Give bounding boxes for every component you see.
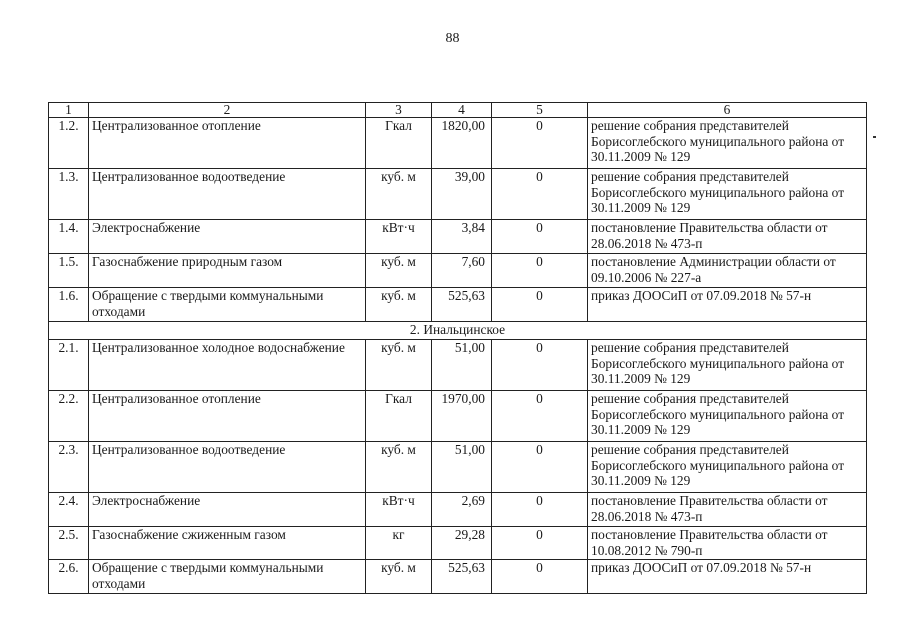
norm-value: 39,00 [432,169,492,220]
unit-of-measure: Гкал [366,391,432,442]
table-row [49,527,867,560]
row-number: 1.2. [49,118,89,169]
row-number: 2.5. [49,527,89,560]
service-name: Газоснабжение сжиженным газом [89,527,366,560]
service-name: Централизованное холодное водоснабжение [89,340,366,391]
unit-of-measure: куб. м [366,254,432,288]
row-number: 1.3. [49,169,89,220]
legal-basis: приказ ДООСиП от 07.09.2018 № 57-н [588,560,867,594]
scan-mark [873,136,876,138]
table-row [49,391,867,442]
section-title: 2. Инальцинское [49,322,867,340]
table-row [49,442,867,493]
legal-basis: постановление Правительства области от 28.06.2018 № 473-п [588,220,867,254]
column-5-value: 0 [492,169,588,220]
norm-value: 7,60 [432,254,492,288]
service-name: Централизованное отопление [89,118,366,169]
unit-of-measure: куб. м [366,340,432,391]
norm-value: 525,63 [432,560,492,594]
row-number: 2.1. [49,340,89,391]
service-name: Обращение с твердыми коммунальными отходами [89,560,366,594]
unit-of-measure: Гкал [366,118,432,169]
service-name: Централизованное водоотведение [89,169,366,220]
norm-value: 29,28 [432,527,492,560]
legal-basis: постановление Правительства области от 28.06.2018 № 473-п [588,493,867,527]
header-cell: 3 [366,103,432,118]
column-5-value: 0 [492,391,588,442]
page-number: 88 [445,31,460,46]
legal-basis: постановление Правительства области от 10.08.2012 № 790-п [588,527,867,560]
row-number: 1.6. [49,288,89,322]
legal-basis: решение собрания представителей Борисоглебского муниципального района от 30.11.2009 № 129 [588,169,867,220]
service-name: Обращение с твердыми коммунальными отходами [89,288,366,322]
row-number: 2.3. [49,442,89,493]
column-5-value: 0 [492,340,588,391]
legal-basis: постановление Администрации области от 09.10.2006 № 227-а [588,254,867,288]
header-cell: 2 [89,103,366,118]
row-number: 1.4. [49,220,89,254]
table-row [49,118,867,169]
header-cell: 1 [49,103,89,118]
table-row [49,288,867,322]
service-name: Централизованное водоотведение [89,442,366,493]
header-cell: 4 [432,103,492,118]
norm-value: 1970,00 [432,391,492,442]
unit-of-measure: куб. м [366,442,432,493]
norm-value: 3,84 [432,220,492,254]
unit-of-measure: кВт·ч [366,493,432,527]
column-5-value: 0 [492,288,588,322]
norm-value: 51,00 [432,340,492,391]
table-body [49,103,867,594]
column-5-value: 0 [492,254,588,288]
column-5-value: 0 [492,442,588,493]
row-number: 2.4. [49,493,89,527]
legal-basis: решение собрания представителей Борисоглебского муниципального района от 30.11.2009 № 129 [588,118,867,169]
norm-value: 525,63 [432,288,492,322]
norm-value: 1820,00 [432,118,492,169]
unit-of-measure: кВт·ч [366,220,432,254]
service-name: Газоснабжение природным газом [89,254,366,288]
legal-basis: решение собрания представителей Борисоглебского муниципального района от 30.11.2009 № 129 [588,391,867,442]
row-number: 1.5. [49,254,89,288]
legal-basis: приказ ДООСиП от 07.09.2018 № 57-н [588,288,867,322]
table-header-row [49,103,867,118]
table-row [49,169,867,220]
table-row [49,560,867,594]
column-5-value: 0 [492,560,588,594]
tariff-table [48,102,867,594]
row-number: 2.2. [49,391,89,442]
table-row [49,493,867,527]
norm-value: 51,00 [432,442,492,493]
column-5-value: 0 [492,493,588,527]
legal-basis: решение собрания представителей Борисоглебского муниципального района от 30.11.2009 № 129 [588,442,867,493]
unit-of-measure: куб. м [366,288,432,322]
unit-of-measure: кг [366,527,432,560]
header-cell: 6 [588,103,867,118]
table-row [49,254,867,288]
column-5-value: 0 [492,118,588,169]
service-name: Централизованное отопление [89,391,366,442]
table-row [49,220,867,254]
section-title-row [49,322,867,340]
header-cell: 5 [492,103,588,118]
unit-of-measure: куб. м [366,169,432,220]
column-5-value: 0 [492,527,588,560]
table-row [49,340,867,391]
unit-of-measure: куб. м [366,560,432,594]
column-5-value: 0 [492,220,588,254]
service-name: Электроснабжение [89,220,366,254]
norm-value: 2,69 [432,493,492,527]
row-number: 2.6. [49,560,89,594]
legal-basis: решение собрания представителей Борисоглебского муниципального района от 30.11.2009 № 129 [588,340,867,391]
service-name: Электроснабжение [89,493,366,527]
